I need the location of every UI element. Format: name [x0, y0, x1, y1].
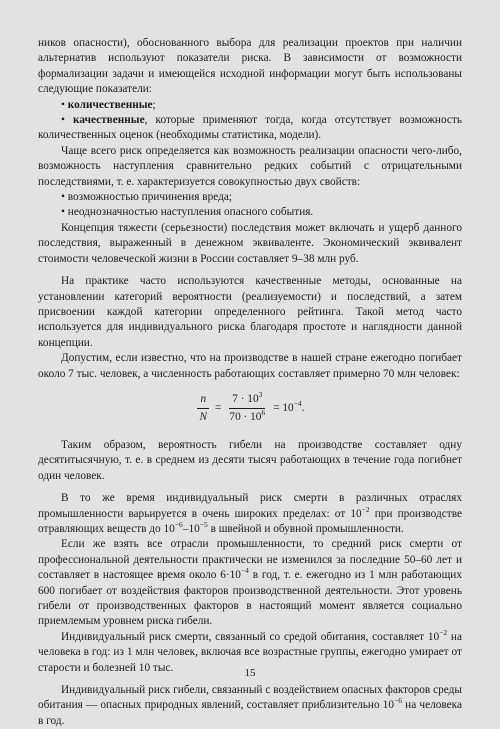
formula-lhs-fraction: $\frac{n}{N}$: [197, 392, 211, 426]
bullet-qualitative-label: качественные: [73, 114, 145, 127]
bullet-quantitative: • количественные;: [61, 98, 156, 111]
paragraph-5: Допустим, если известно, что на производстве в нашей стране ежегодно погибает около 7 тыс. человек, а численность работающих составляет примерно 70 млн человек:: [38, 352, 462, 380]
bullet-harm: • возможностью причинения вреда;: [61, 191, 233, 204]
paragraph-3: Концепция тяжести (серьезности) последствия может включать и ущерб данного последствия, выраженный в денежном эквиваленте. Экономический эквивалент стоимости человеческой жизни в России составляет 9–38 млн руб.: [38, 221, 462, 265]
paragraph-4: На практике часто используются качественные методы, основанные на установлении категорий вероятности (реализуемости) и последствий, а затем присвоении каждой категории определенного рейтинга. Такой метод часто используется для индивидуального риска благодаря простоте и наглядности данной концепции.: [38, 275, 462, 349]
page-number: 15: [244, 667, 256, 679]
formula-result: = $10^{-4}$.: [273, 399, 305, 415]
paragraph-2: Чаще всего риск определяется как возможность реализации опасности чего-либо, возможность наступления сравнительно редких событий с отрицательными последствиями, т. е. характеризуется совокупностью двух свойств:: [38, 144, 462, 188]
bullet-qualitative: • качественные, которые применяют тогда, когда отсутствует возможность количественных оценок (необходимы статистика, модели).: [38, 114, 463, 142]
paragraph-6: Таким образом, вероятность гибели на производстве составляет одну десятитысячную, т. е. в среднем из десяти тысяч работающих в течение года погибнет один человек.: [38, 438, 462, 482]
bullet-quantitative-label: количественные: [67, 98, 153, 111]
formula-rhs-fraction: $\frac{7 \cdot 10^3}{70 \cdot 10^6}$: [229, 390, 266, 424]
paragraph-1: ников опасности), обоснованного выбора для реализации проектов при наличии альтернатив используют показатели риска. В зависимости от возможности формализации задачи и имеющейся исходной информации могут быть использованы следующие показатели:: [38, 37, 462, 96]
risk-formula: $\frac{n}{N}$ = $\frac{7 \cdot 10^3}{70 \cdot 10^6}$ = $10^{-4}$.: [38, 388, 462, 430]
bullet-ambiguity: • неоднозначностью наступления опасного события.: [61, 206, 314, 219]
paragraph-9: Индивидуальный риск смерти, связанный со средой обитания, составляет $10^{-2}$ на человека в год: из 1 млн человек, включая все возрастные группы, ежегодно умирает от старости и болезней 10 тыс.: [38, 628, 462, 674]
paragraph-8: Если же взять все отрасли промышленности, то средний риск смерти от профессиональной деятельности практически не изменился за последние 50–60 лет и составляет в настоящее время около $6\cdot 10^{-4}$ в год, т. е. ежегодно из 1 млн работающих 600 погибает от воздействия факторов производственной деятельности. Этот уровень гибели от производственных факторов в настоящий момент является социально приемлемым уровнем риска гибели.: [38, 538, 462, 628]
paragraph-7: В то же время индивидуальный риск смерти в различных отраслях промышленности варьируется в очень широких пределах: от $10^{-2}$ при производстве отравляющих веществ до $10^{-6}-10^{-5}$ в швейной и обувной промышленности.: [38, 492, 462, 535]
paragraph-10: Индивидуальный риск гибели, связанный с воздействием опасных факторов среды обитания — опасных природных явлений, составляет приблизительно $10^{-6}$ на человека в год.: [38, 684, 462, 727]
